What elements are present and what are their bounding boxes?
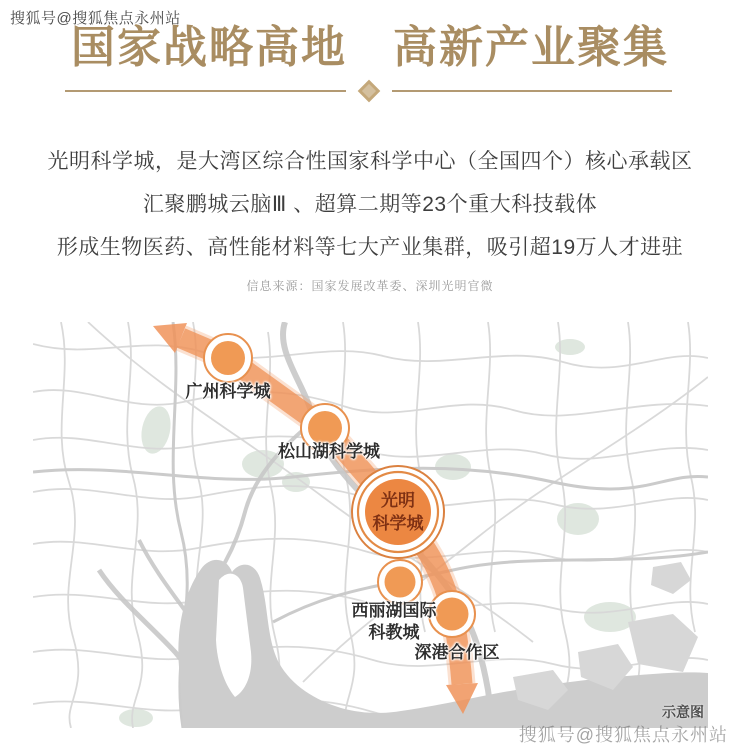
divider-line-left: [65, 90, 346, 92]
intro-line-1: 光明科学城，是大湾区综合性国家科学中心（全国四个）核心承载区: [47, 150, 693, 173]
label-xilihu-line1: 西丽湖国际: [351, 601, 437, 620]
map-graphic: [33, 322, 708, 728]
title-divider: [65, 82, 672, 100]
map-note: 示意图: [662, 704, 704, 720]
diamond-ornament-icon: [357, 80, 380, 103]
label-xilihu-science-education-city: [352, 600, 437, 644]
label-guangming-line2: 科学城: [372, 514, 424, 533]
label-guangming-science-city: [373, 489, 424, 535]
intro-line-2: 汇聚鹏城云脑Ⅲ 、超算二期等23个重大科技载体: [142, 193, 598, 216]
map-schematic: [33, 322, 708, 728]
label-guangzhou-science-city: 广州科学城: [185, 382, 271, 401]
node-circle-xilihu: [378, 560, 422, 604]
intro-line-3: 形成生物医药、高性能材料等七大产业集群，吸引超19万人才进驻: [56, 236, 684, 259]
node-circle-guangzhou: [204, 334, 252, 382]
divider-line-right: [392, 90, 673, 92]
watermark-bottom: 搜狐号@搜狐焦点永州站: [518, 725, 728, 745]
label-guangming-line1: 光明: [381, 491, 415, 510]
label-shengang-cooperation-zone: 深港合作区: [414, 643, 500, 662]
source-note: 信息来源：国家发展改革委、深圳光明官微: [246, 279, 494, 293]
label-songshanhu-science-city: 松山湖科学城: [278, 442, 380, 461]
page-title: 国家战略高地 高新产业聚集: [71, 23, 669, 72]
watermark-top: 搜狐号@搜狐焦点永州站: [10, 10, 181, 27]
label-xilihu-line2: 科教城: [368, 623, 420, 642]
intro-text: [0, 150, 740, 279]
